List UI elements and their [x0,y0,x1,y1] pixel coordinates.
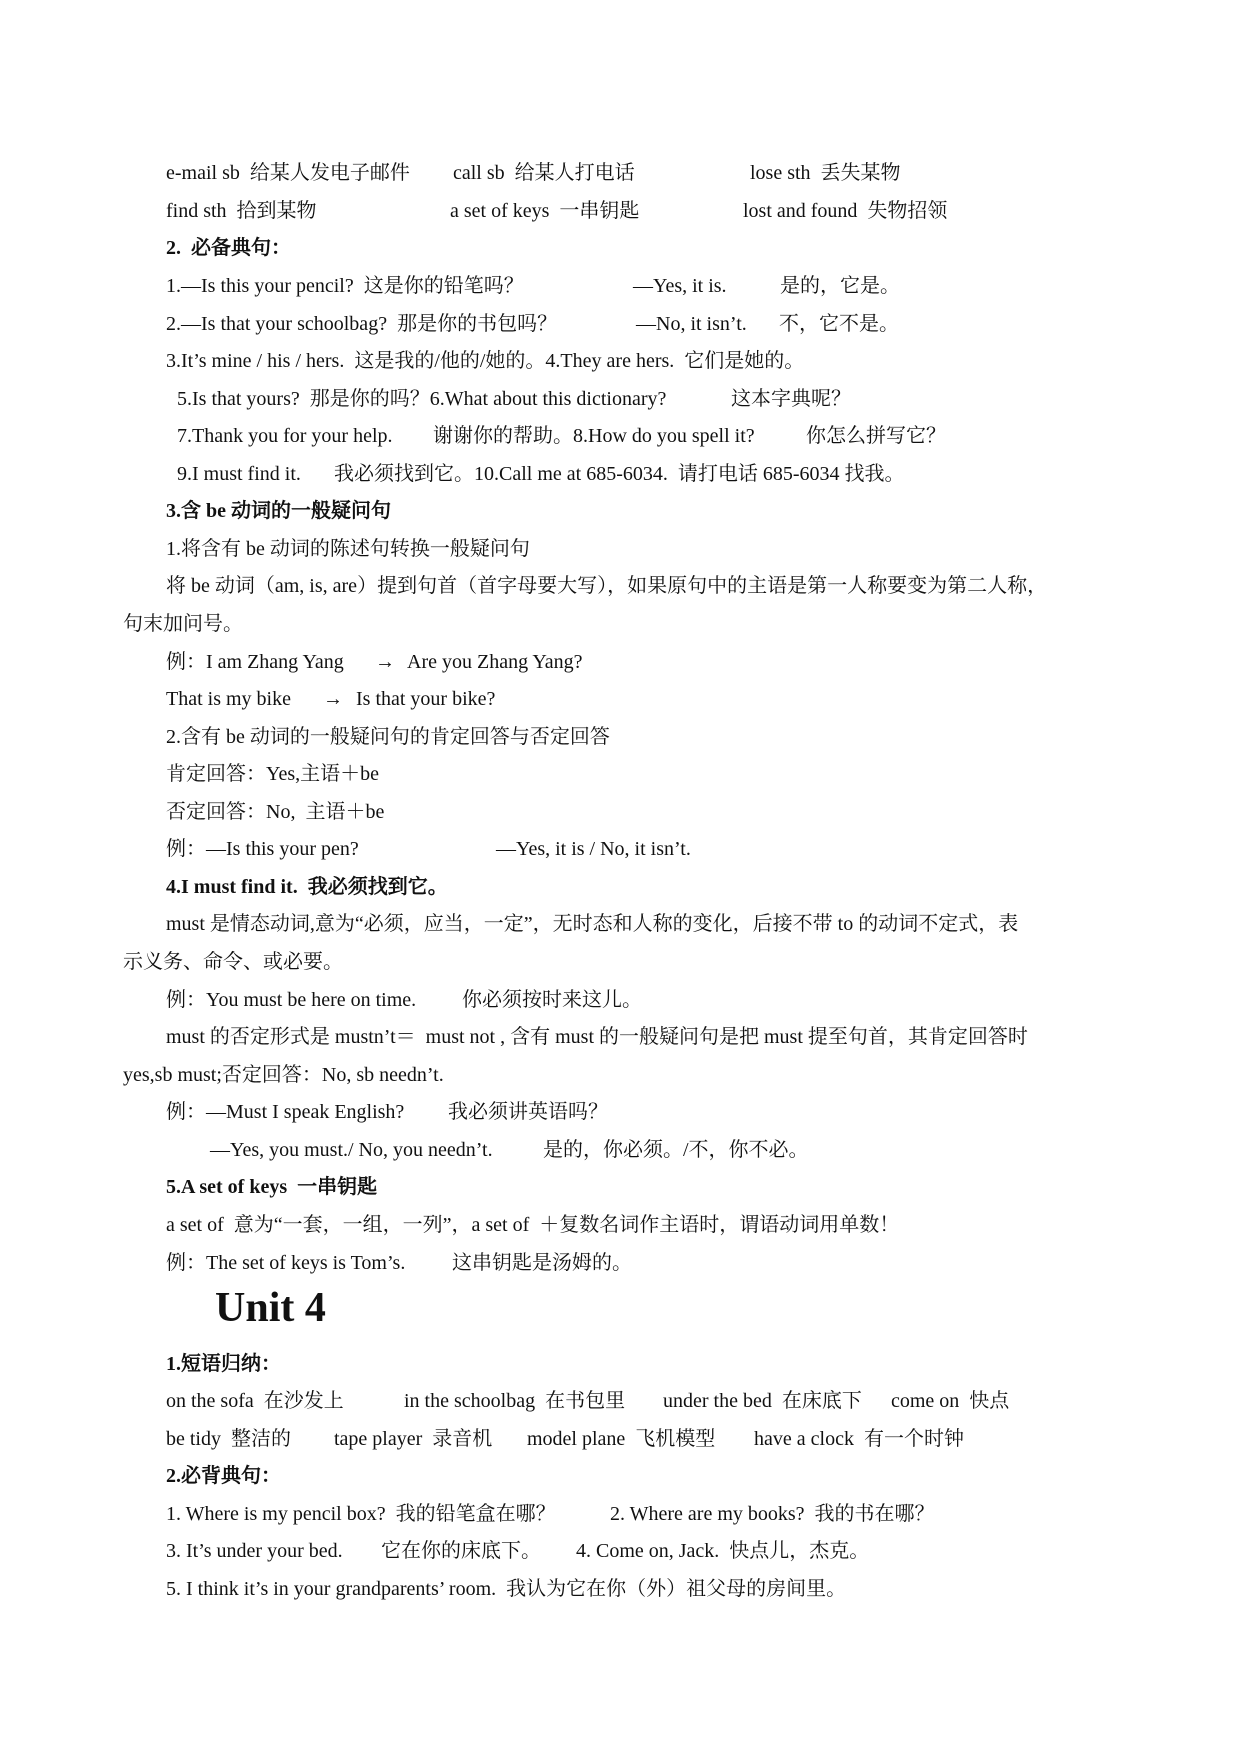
example-text: 例：The set of keys is Tom’s. [166,1252,406,1274]
sentence: 2. Where are my books? 我的书在哪？ [610,1503,935,1525]
translation: 你怎么拼写它？ [806,425,946,447]
phrase: lost and found 失物招领 [743,200,948,222]
translation: 它在你的床底下。 [381,1540,541,1562]
example-text: 例：—Must I speak English? [166,1101,405,1123]
sentence: 1.—Is this your pencil? 这是你的铅笔吗？ [166,275,524,297]
section-heading-text: 2.必背典句： [166,1465,281,1487]
subheading: 2.含有 be 动词的一般疑问句的肯定回答与否定回答 [166,726,610,748]
phrase: on the sofa 在沙发上 [166,1390,344,1412]
phrase: be tidy 整洁的 [166,1428,291,1450]
section-heading-text: 3.含 be 动词的一般疑问句 [166,500,391,522]
arrow-icon: → [375,651,395,673]
phrase: a set of keys 一串钥匙 [450,200,640,222]
sentence: 谢谢你的帮助。8.How do you spell it? [433,425,755,447]
paragraph-text: 句末加问号。 [123,613,243,635]
sentence: 4. Come on, Jack. 快点儿，杰克。 [576,1540,870,1562]
arrow-icon: → [323,688,343,710]
section-heading-text: 2. 必备典句： [166,237,291,259]
paragraph-text: 示义务、命令、或必要。 [123,951,343,973]
translation: 是的，你必须。/不，你不必。 [543,1139,809,1161]
example-text: 例：I am Zhang Yang [166,651,344,673]
sentence: 5. I think it’s in your grandparents’ room. 我认为它在你（外）祖父母的房间里。 [166,1578,847,1600]
translation: 我必须讲英语吗？ [448,1101,608,1123]
phrase: find sth 拾到某物 [166,200,317,222]
sentence: 3.It’s mine / his / hers. 这是我的/他的/她的。4.They are hers. 它们是她的。 [166,350,805,372]
translation: 这串钥匙是汤姆的。 [452,1252,632,1274]
sentence-line [0,1575,847,1659]
translation: 这本字典呢？ [731,388,851,410]
phrase: come on 快点 [891,1390,1010,1412]
subheading: 1.将含有 be 动词的陈述句转换一般疑问句 [166,538,530,560]
paragraph-text: must 是情态动词,意为“必须，应当，一定”，无时态和人称的变化，后接不带 to 的动词不定式，表 [166,913,1019,935]
sentence: 9.I must find it. [177,463,301,485]
sentence: 3. It’s under your bed. [166,1540,343,1562]
example-text: —Yes, it is / No, it isn’t. [496,838,691,860]
phrase: tape player 录音机 [334,1428,493,1450]
rule-text: 肯定回答：Yes,主语＋be [166,763,379,785]
example-text: Are you Zhang Yang? [407,651,583,673]
translation: 是的，它是。 [780,275,900,297]
translation: 不，它不是。 [779,313,899,335]
phrase: call sb 给某人打电话 [453,162,635,184]
phrase: lose sth 丢失某物 [750,162,901,184]
sentence: 7.Thank you for your help. [177,425,393,447]
example-text: Is that your bike? [356,688,496,710]
sentence: 2.—Is that your schoolbag? 那是你的书包吗？ [166,313,558,335]
example-text: —Yes, you must./ No, you needn’t. [210,1139,493,1161]
paragraph-text: yes,sb must;否定回答：No, sb needn’t. [123,1064,444,1086]
phrase: model plane 飞机模型 [527,1428,716,1450]
answer: —Yes, it is. [633,275,727,297]
sentence: 1. Where is my pencil box? 我的铅笔盒在哪？ [166,1503,556,1525]
answer: —No, it isn’t. [636,313,747,335]
example-text: 例：—Is this your pen? [166,838,359,860]
sentence: 我必须找到它。10.Call me at 685-6034. 请打电话 685-6034 找我。 [334,463,905,485]
section-heading-text: 5.A set of keys 一串钥匙 [166,1176,378,1198]
paragraph-text: 将 be 动词（am, is, are）提到句首（首字母要大写），如果原句中的主语是第一人称要变为第二人称， [166,575,1048,597]
phrase: have a clock 有一个时钟 [754,1428,964,1450]
section-heading-text: 1.短语归纳： [166,1353,281,1375]
example-text: 例：You must be here on time. [166,989,417,1011]
example-text: That is my bike [166,688,291,710]
rule-text: 否定回答：No, 主语＋be [166,801,385,823]
phrase: under the bed 在床底下 [663,1390,862,1412]
phrase: in the schoolbag 在书包里 [404,1390,626,1412]
translation: 你必须按时来这儿。 [462,989,642,1011]
section-heading-text: 4.I must find it. 我必须找到它。 [166,876,448,898]
paragraph-text: must 的否定形式是 mustn’t＝ must not , 含有 must 的一般疑问句是把 must 提至句首，其肯定回答时 [166,1026,1028,1048]
phrase: e-mail sb 给某人发电子邮件 [166,162,410,184]
unit-title: Unit 4 [215,1285,326,1331]
sentence: 5.Is that yours? 那是你的吗？6.What about this dictionary? [177,388,667,410]
paragraph-text: a set of 意为“一套，一组，一列”，a set of ＋复数名词作主语时，谓语动词用单数！ [166,1214,900,1236]
